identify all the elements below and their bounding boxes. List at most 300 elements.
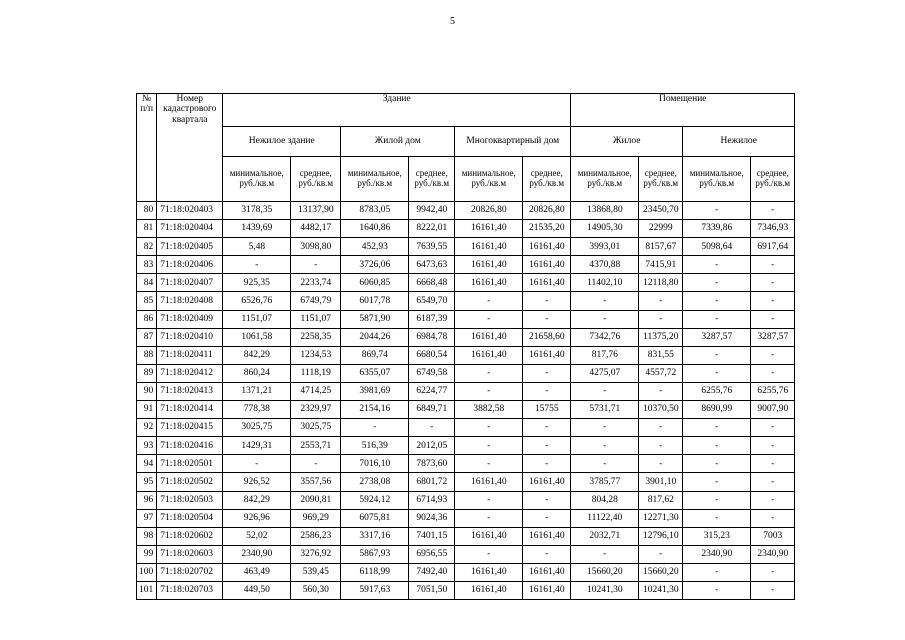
table-row (137, 527, 795, 545)
cell-nonres-building-avg: 2553,71 (291, 437, 341, 455)
cell-res-premises-min: 10241,30 (571, 581, 639, 599)
cell-res-premises-avg: 8157,67 (639, 238, 683, 256)
cell-apartment-avg: 16161,40 (523, 346, 571, 364)
cell-house-avg: 8222,01 (409, 220, 455, 238)
table-row (137, 256, 795, 274)
cell-res-premises-min: 13868,80 (571, 202, 639, 220)
cell-cadastral-quarter: 71:18:020407 (157, 274, 223, 292)
cell-nonres-premises-min: - (683, 437, 751, 455)
cell-apartment-avg: 21535,20 (523, 220, 571, 238)
cell-nonres-premises-min: - (683, 274, 751, 292)
cell-nonres-building-avg: - (291, 455, 341, 473)
cell-nonres-premises-min: - (683, 256, 751, 274)
cell-apartment-avg: 21658,60 (523, 328, 571, 346)
cell-nonres-premises-avg: 9007,90 (751, 401, 795, 419)
cell-res-premises-avg: - (639, 545, 683, 563)
cell-res-premises-avg: 4557,72 (639, 364, 683, 382)
cell-row-number: 99 (137, 545, 157, 563)
cell-res-premises-avg: 11375,20 (639, 328, 683, 346)
cell-row-number: 88 (137, 346, 157, 364)
cell-apartment-avg: 16161,40 (523, 256, 571, 274)
cell-res-premises-avg: 817,62 (639, 491, 683, 509)
cell-row-number: 98 (137, 527, 157, 545)
cell-nonres-premises-min: - (683, 581, 751, 599)
header-min-price: минимальное, руб./кв.м (455, 157, 523, 202)
cell-cadastral-quarter: 71:18:020702 (157, 563, 223, 581)
cell-house-avg: 7639,55 (409, 238, 455, 256)
cell-nonres-premises-avg: - (751, 274, 795, 292)
header-nonresidential-premises: Нежилое (683, 127, 795, 157)
cell-res-premises-min: - (571, 437, 639, 455)
cell-res-premises-min: 817,76 (571, 346, 639, 364)
cell-nonres-premises-avg: - (751, 509, 795, 527)
cell-cadastral-quarter: 71:18:020703 (157, 581, 223, 599)
cell-apartment-min: - (455, 292, 523, 310)
cell-cadastral-quarter: 71:18:020405 (157, 238, 223, 256)
cell-nonres-premises-min: 2340,90 (683, 545, 751, 563)
cell-row-number: 89 (137, 364, 157, 382)
cell-apartment-min: 16161,40 (455, 238, 523, 256)
cell-res-premises-min: - (571, 545, 639, 563)
cell-house-avg: 6801,72 (409, 473, 455, 491)
cell-nonres-premises-min: 3287,57 (683, 328, 751, 346)
cell-res-premises-avg: 831,55 (639, 346, 683, 364)
cell-res-premises-avg: - (639, 437, 683, 455)
cell-cadastral-quarter: 71:18:020406 (157, 256, 223, 274)
header-avg-price: среднее, руб./кв.м (523, 157, 571, 202)
cell-house-avg: 7492,40 (409, 563, 455, 581)
table-row (137, 509, 795, 527)
cell-nonres-premises-avg: - (751, 419, 795, 437)
table-row (137, 310, 795, 328)
cell-nonres-premises-avg: - (751, 310, 795, 328)
cell-nonres-premises-min: 6255,76 (683, 382, 751, 400)
cell-nonres-building-min: 6526,76 (223, 292, 291, 310)
cell-nonres-building-avg: 1234,53 (291, 346, 341, 364)
header-avg-price: среднее, руб./кв.м (409, 157, 455, 202)
table-row (137, 364, 795, 382)
cell-res-premises-min: - (571, 455, 639, 473)
cell-res-premises-min: 3993,01 (571, 238, 639, 256)
cell-nonres-building-min: 449,50 (223, 581, 291, 599)
cell-house-min: 3981,69 (341, 382, 409, 400)
cell-nonres-building-avg: 969,29 (291, 509, 341, 527)
cell-nonres-building-min: 3025,75 (223, 419, 291, 437)
cell-house-min: - (341, 419, 409, 437)
cell-nonres-premises-avg: - (751, 346, 795, 364)
cell-nonres-premises-avg: - (751, 437, 795, 455)
cell-nonres-premises-min: 8690,99 (683, 401, 751, 419)
cell-nonres-building-min: 926,52 (223, 473, 291, 491)
cell-nonres-building-avg: 1118,19 (291, 364, 341, 382)
cell-house-min: 2154,16 (341, 401, 409, 419)
cell-nonres-building-min: 925,35 (223, 274, 291, 292)
cell-res-premises-min: 4370,88 (571, 256, 639, 274)
cell-nonres-building-avg: 3557,56 (291, 473, 341, 491)
cell-nonres-building-min: 5,48 (223, 238, 291, 256)
cell-nonres-premises-avg: - (751, 292, 795, 310)
cell-nonres-premises-avg: 7346,93 (751, 220, 795, 238)
cell-res-premises-min: 4275,07 (571, 364, 639, 382)
cell-house-min: 2044,26 (341, 328, 409, 346)
cell-apartment-min: 16161,40 (455, 527, 523, 545)
cell-nonres-building-avg: - (291, 256, 341, 274)
cell-res-premises-avg: 7415,91 (639, 256, 683, 274)
header-avg-price: среднее, руб./кв.м (639, 157, 683, 202)
header-residential-premises: Жилое (571, 127, 683, 157)
header-avg-price: среднее, руб./кв.м (291, 157, 341, 202)
cell-nonres-premises-min: 7339,86 (683, 220, 751, 238)
cell-res-premises-min: 804,28 (571, 491, 639, 509)
cell-cadastral-quarter: 71:18:020411 (157, 346, 223, 364)
page-number: 5 (450, 16, 455, 27)
cell-res-premises-avg: - (639, 292, 683, 310)
cell-nonres-premises-avg: - (751, 364, 795, 382)
cell-house-min: 5924,12 (341, 491, 409, 509)
cell-cadastral-quarter: 71:18:020413 (157, 382, 223, 400)
cell-house-min: 7016,10 (341, 455, 409, 473)
cell-res-premises-min: - (571, 382, 639, 400)
cell-res-premises-avg: 10241,30 (639, 581, 683, 599)
cell-house-avg: 6984,78 (409, 328, 455, 346)
cell-cadastral-quarter: 71:18:020410 (157, 328, 223, 346)
table-row (137, 437, 795, 455)
cell-apartment-avg: - (523, 419, 571, 437)
cell-apartment-min: 16161,40 (455, 473, 523, 491)
cell-apartment-min: - (455, 437, 523, 455)
cell-nonres-building-avg: 1151,07 (291, 310, 341, 328)
table-row (137, 401, 795, 419)
cell-nonres-building-avg: 13137,90 (291, 202, 341, 220)
cell-nonres-premises-min: - (683, 364, 751, 382)
cell-nonres-building-avg: 560,30 (291, 581, 341, 599)
cell-nonres-premises-min: - (683, 346, 751, 364)
cell-nonres-premises-avg: - (751, 563, 795, 581)
cell-nonres-building-avg: 3098,80 (291, 238, 341, 256)
cell-nonres-premises-min: - (683, 509, 751, 527)
cell-nonres-premises-avg: - (751, 473, 795, 491)
cell-nonres-building-avg: 2586,23 (291, 527, 341, 545)
cell-house-avg: 6473,63 (409, 256, 455, 274)
cell-res-premises-min: 7342,76 (571, 328, 639, 346)
cell-nonres-building-avg: 3025,75 (291, 419, 341, 437)
cell-cadastral-quarter: 71:18:020415 (157, 419, 223, 437)
cell-res-premises-avg: - (639, 310, 683, 328)
cell-nonres-premises-min: 315,23 (683, 527, 751, 545)
cell-res-premises-avg: 12796,10 (639, 527, 683, 545)
cell-apartment-min: 16161,40 (455, 220, 523, 238)
header-cadastral-quarter: Номер кадастрового квартала (157, 94, 223, 202)
cell-nonres-building-min: 1429,31 (223, 437, 291, 455)
cell-house-avg: 7401,15 (409, 527, 455, 545)
cell-house-avg: 7051,50 (409, 581, 455, 599)
cell-apartment-min: 16161,40 (455, 346, 523, 364)
cell-house-avg: 2012,05 (409, 437, 455, 455)
header-apartment-building: Многоквартирный дом (455, 127, 571, 157)
cell-res-premises-avg: 23450,70 (639, 202, 683, 220)
cell-apartment-min: 16161,40 (455, 563, 523, 581)
cell-apartment-avg: 16161,40 (523, 527, 571, 545)
cell-res-premises-avg: 22999 (639, 220, 683, 238)
cell-nonres-building-min: 842,29 (223, 346, 291, 364)
cell-house-min: 6118,99 (341, 563, 409, 581)
cell-apartment-min: 16161,40 (455, 256, 523, 274)
cell-nonres-building-avg: 4482,17 (291, 220, 341, 238)
cell-nonres-building-min: 860,24 (223, 364, 291, 382)
cell-res-premises-avg: 12118,80 (639, 274, 683, 292)
table-row (137, 382, 795, 400)
cell-apartment-avg: 16161,40 (523, 274, 571, 292)
cell-nonres-building-avg: 3276,92 (291, 545, 341, 563)
cell-house-min: 6017,78 (341, 292, 409, 310)
cell-apartment-avg: - (523, 509, 571, 527)
cell-house-min: 5917,63 (341, 581, 409, 599)
cell-nonres-building-min: - (223, 455, 291, 473)
cell-cadastral-quarter: 71:18:020504 (157, 509, 223, 527)
cell-house-min: 452,93 (341, 238, 409, 256)
cell-apartment-avg: - (523, 437, 571, 455)
cell-res-premises-min: 2032,71 (571, 527, 639, 545)
cell-nonres-premises-min: - (683, 563, 751, 581)
cell-nonres-premises-avg: 2340,90 (751, 545, 795, 563)
cell-apartment-min: 20826,80 (455, 202, 523, 220)
cell-nonres-premises-avg: - (751, 581, 795, 599)
cell-res-premises-min: - (571, 310, 639, 328)
table-row (137, 491, 795, 509)
cell-nonres-premises-avg: 6917,64 (751, 238, 795, 256)
cell-cadastral-quarter: 71:18:020403 (157, 202, 223, 220)
cell-res-premises-min: 11402,10 (571, 274, 639, 292)
header-min-price: минимальное, руб./кв.м (683, 157, 751, 202)
cell-apartment-avg: 16161,40 (523, 581, 571, 599)
cell-cadastral-quarter: 71:18:020412 (157, 364, 223, 382)
cell-row-number: 92 (137, 419, 157, 437)
cell-cadastral-quarter: 71:18:020503 (157, 491, 223, 509)
cell-res-premises-avg: 15660,20 (639, 563, 683, 581)
cell-row-number: 86 (137, 310, 157, 328)
header-building: Здание (223, 94, 571, 127)
cell-apartment-min: 16161,40 (455, 328, 523, 346)
cell-house-avg: 9024,36 (409, 509, 455, 527)
cell-row-number: 97 (137, 509, 157, 527)
cell-apartment-avg: - (523, 382, 571, 400)
table-row (137, 563, 795, 581)
cell-apartment-avg: - (523, 310, 571, 328)
cell-house-avg: 6849,71 (409, 401, 455, 419)
table-body (137, 202, 795, 600)
cell-house-avg: 6224,77 (409, 382, 455, 400)
cell-res-premises-min: - (571, 292, 639, 310)
table-row (137, 455, 795, 473)
table-row (137, 328, 795, 346)
cell-row-number: 82 (137, 238, 157, 256)
cell-nonres-building-min: 842,29 (223, 491, 291, 509)
cell-nonres-building-avg: 2090,81 (291, 491, 341, 509)
cell-row-number: 101 (137, 581, 157, 599)
cell-house-min: 3317,16 (341, 527, 409, 545)
cell-nonres-premises-min: - (683, 202, 751, 220)
header-nonresidential-building: Нежилое здание (223, 127, 341, 157)
cell-house-avg: 7873,60 (409, 455, 455, 473)
cell-row-number: 93 (137, 437, 157, 455)
cell-house-min: 6355,07 (341, 364, 409, 382)
cell-nonres-building-min: 926,96 (223, 509, 291, 527)
cell-apartment-min: - (455, 545, 523, 563)
cell-apartment-min: 16161,40 (455, 274, 523, 292)
cell-house-avg: 6680,54 (409, 346, 455, 364)
cell-nonres-premises-min: - (683, 473, 751, 491)
cell-house-min: 6075,81 (341, 509, 409, 527)
cell-nonres-building-avg: 2258,35 (291, 328, 341, 346)
cell-nonres-building-avg: 2329,97 (291, 401, 341, 419)
cell-apartment-avg: 15755 (523, 401, 571, 419)
cell-apartment-min: - (455, 310, 523, 328)
cell-cadastral-quarter: 71:18:020408 (157, 292, 223, 310)
cell-nonres-premises-min: - (683, 310, 751, 328)
cell-res-premises-avg: 3901,10 (639, 473, 683, 491)
cell-nonres-premises-avg: - (751, 202, 795, 220)
cell-apartment-avg: - (523, 455, 571, 473)
cell-nonres-premises-min: - (683, 419, 751, 437)
cell-row-number: 85 (137, 292, 157, 310)
cell-apartment-min: - (455, 382, 523, 400)
cell-nonres-premises-min: - (683, 455, 751, 473)
header-row-number: № п/п (137, 94, 157, 202)
table-row (137, 220, 795, 238)
cell-cadastral-quarter: 71:18:020502 (157, 473, 223, 491)
cell-nonres-building-avg: 4714,25 (291, 382, 341, 400)
header-premises: Помещение (571, 94, 795, 127)
cell-house-min: 3726,06 (341, 256, 409, 274)
cell-res-premises-avg: - (639, 455, 683, 473)
cell-cadastral-quarter: 71:18:020501 (157, 455, 223, 473)
header-avg-price: среднее, руб./кв.м (751, 157, 795, 202)
cell-nonres-premises-avg: 7003 (751, 527, 795, 545)
cell-row-number: 100 (137, 563, 157, 581)
cell-nonres-premises-min: - (683, 491, 751, 509)
cell-house-min: 1640,86 (341, 220, 409, 238)
cell-res-premises-avg: 10370,50 (639, 401, 683, 419)
cell-nonres-premises-avg: - (751, 256, 795, 274)
cell-row-number: 83 (137, 256, 157, 274)
cell-nonres-premises-avg: 6255,76 (751, 382, 795, 400)
cell-nonres-premises-avg: - (751, 491, 795, 509)
cell-nonres-building-min: 1151,07 (223, 310, 291, 328)
table-row (137, 238, 795, 256)
cell-apartment-avg: - (523, 364, 571, 382)
cell-house-min: 2738,08 (341, 473, 409, 491)
cell-house-avg: 6668,48 (409, 274, 455, 292)
cell-nonres-building-avg: 539,45 (291, 563, 341, 581)
cell-nonres-building-min: - (223, 256, 291, 274)
table-row (137, 292, 795, 310)
cell-cadastral-quarter: 71:18:020409 (157, 310, 223, 328)
cell-nonres-premises-avg: 3287,57 (751, 328, 795, 346)
cell-apartment-min: - (455, 364, 523, 382)
cell-res-premises-min: 3785,77 (571, 473, 639, 491)
cell-row-number: 87 (137, 328, 157, 346)
cell-apartment-min: - (455, 455, 523, 473)
cell-res-premises-min: - (571, 419, 639, 437)
cell-res-premises-avg: - (639, 382, 683, 400)
table-row (137, 545, 795, 563)
cell-cadastral-quarter: 71:18:020404 (157, 220, 223, 238)
table-row (137, 473, 795, 491)
cell-apartment-min: 16161,40 (455, 581, 523, 599)
cell-row-number: 80 (137, 202, 157, 220)
cell-nonres-premises-min: - (683, 292, 751, 310)
table-row (137, 274, 795, 292)
cell-nonres-building-min: 52,02 (223, 527, 291, 545)
cell-house-avg: 9942,40 (409, 202, 455, 220)
cell-nonres-premises-avg: - (751, 455, 795, 473)
cell-nonres-building-min: 778,38 (223, 401, 291, 419)
cell-res-premises-avg: 12271,30 (639, 509, 683, 527)
cell-house-min: 869,74 (341, 346, 409, 364)
cell-apartment-avg: 20826,80 (523, 202, 571, 220)
cell-row-number: 84 (137, 274, 157, 292)
cell-apartment-avg: 16161,40 (523, 238, 571, 256)
cell-cadastral-quarter: 71:18:020416 (157, 437, 223, 455)
cell-house-min: 5871,90 (341, 310, 409, 328)
header-min-price: минимальное, руб./кв.м (223, 157, 291, 202)
cell-house-avg: - (409, 419, 455, 437)
cell-nonres-premises-min: 5098,64 (683, 238, 751, 256)
cell-apartment-avg: - (523, 545, 571, 563)
cell-apartment-min: - (455, 509, 523, 527)
cell-row-number: 81 (137, 220, 157, 238)
cell-nonres-building-min: 2340,90 (223, 545, 291, 563)
cell-row-number: 96 (137, 491, 157, 509)
table-row (137, 346, 795, 364)
header-min-price: минимальное, руб./кв.м (341, 157, 409, 202)
cell-apartment-avg: - (523, 292, 571, 310)
cell-row-number: 91 (137, 401, 157, 419)
cell-res-premises-min: 11122,40 (571, 509, 639, 527)
table-row (137, 581, 795, 599)
cell-house-min: 516,39 (341, 437, 409, 455)
header-residential-house: Жилой дом (341, 127, 455, 157)
cell-cadastral-quarter: 71:18:020603 (157, 545, 223, 563)
cell-nonres-building-min: 1439,69 (223, 220, 291, 238)
cell-nonres-building-min: 463,49 (223, 563, 291, 581)
cell-apartment-avg: 16161,40 (523, 563, 571, 581)
cell-res-premises-min: 15660,20 (571, 563, 639, 581)
cell-nonres-building-min: 1061,58 (223, 328, 291, 346)
cell-nonres-building-avg: 6749,79 (291, 292, 341, 310)
cell-house-avg: 6549,70 (409, 292, 455, 310)
cell-house-avg: 6187,39 (409, 310, 455, 328)
cell-nonres-building-min: 3178,35 (223, 202, 291, 220)
cell-apartment-min: 3882,58 (455, 401, 523, 419)
cell-apartment-avg: 16161,40 (523, 473, 571, 491)
cell-cadastral-quarter: 71:18:020602 (157, 527, 223, 545)
cell-house-avg: 6956,55 (409, 545, 455, 563)
cell-nonres-building-avg: 2233,74 (291, 274, 341, 292)
cell-row-number: 95 (137, 473, 157, 491)
cell-row-number: 94 (137, 455, 157, 473)
cell-nonres-building-min: 1371,21 (223, 382, 291, 400)
cell-house-min: 8783,05 (341, 202, 409, 220)
cell-cadastral-quarter: 71:18:020414 (157, 401, 223, 419)
cell-res-premises-min: 14905,30 (571, 220, 639, 238)
cell-apartment-avg: - (523, 491, 571, 509)
cell-apartment-min: - (455, 419, 523, 437)
cell-house-min: 5867,93 (341, 545, 409, 563)
header-min-price: минимальное, руб./кв.м (571, 157, 639, 202)
cell-apartment-min: - (455, 491, 523, 509)
cell-house-avg: 6714,93 (409, 491, 455, 509)
